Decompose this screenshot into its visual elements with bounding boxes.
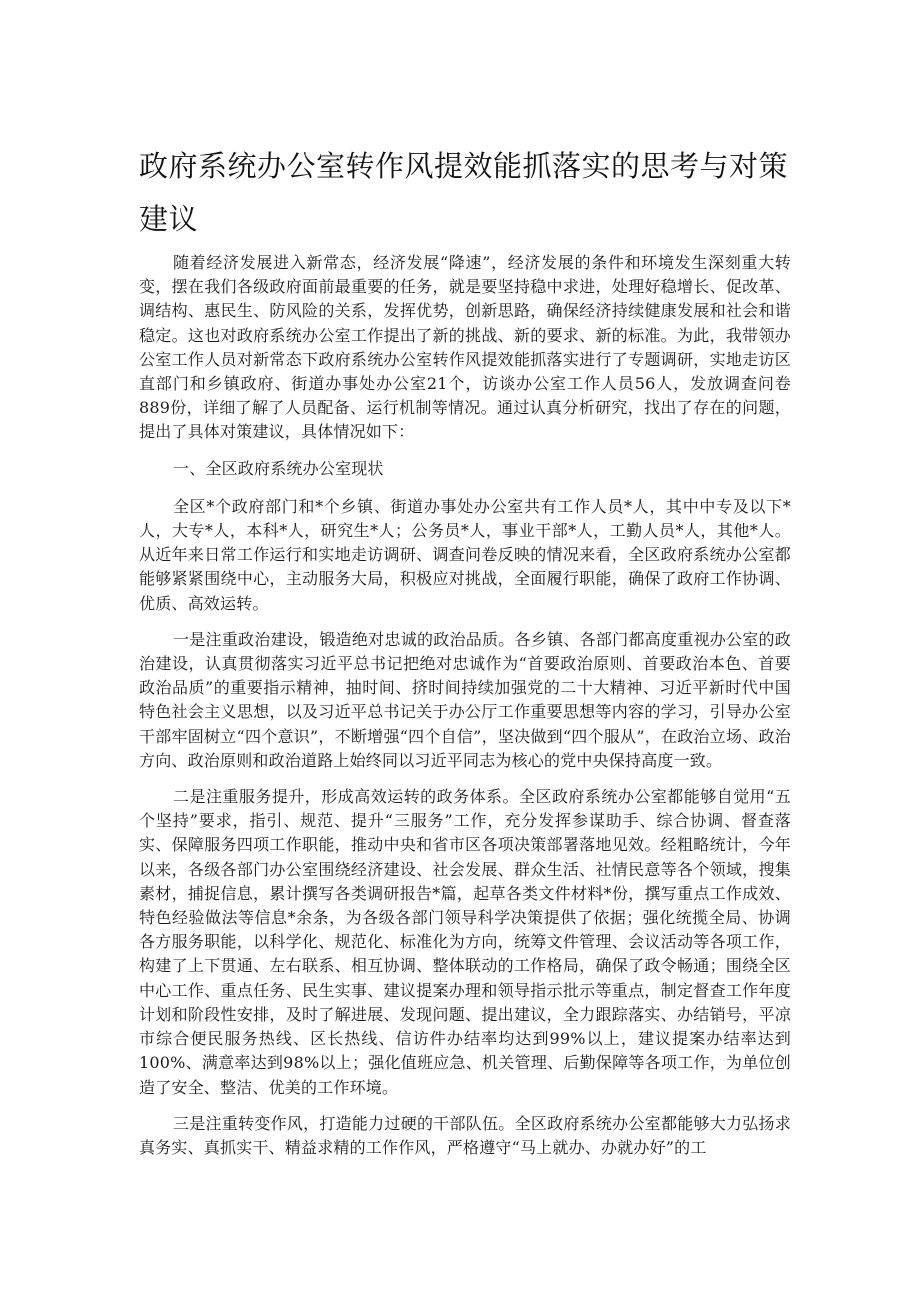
political-building-paragraph: 一是注重政治建设，锻造绝对忠诚的政治品质。各乡镇、各部门都高度重视办公室的政治建设，认真贯彻落实习近平总书记把绝对忠诚作为“首要政治原则、首要政治本色、首要政治品质”的重要指示精神，抽时间、挤时间持续加强党的二十大精神、习近平新时代中国特色社会主义思想，以及习近平总书记关于办公厅工作重要思想等内容的学习，引导办公室干部牢固树立“四个意识”，不断增强“四个自信”，坚决做到“四个服从”，在政治立场、政治方向、政治原则和政治道路上始终同以习近平同志为核心的党中央保持高度一致。	[139, 629, 791, 770]
document-body	[139, 251, 791, 1172]
staffing-paragraph: 全区*个政府部门和*个乡镇、街道办事处办公室共有工作人员*人，其中中专及以下*人，大专*人，本科*人，研究生*人；公务员*人，事业干部*人，工勤人员*人，其他*人。从近年来日常工作运行和实地走访调研、调查问卷反映的情况来看，全区政府系统办公室都能够紧紧围绕中心，主动服务大局，积极应对挑战，全面履行职能，确保了政府工作协调、优质、高效运转。	[139, 496, 791, 613]
section-heading-current-status: 一、全区政府系统办公室现状	[173, 458, 384, 478]
intro-paragraph: 随着经济发展进入新常态，经济发展“降速”，经济发展的条件和环境发生深刻重大转变，摆在我们各级政府面前最重要的任务，就是要坚持稳中求进，处理好稳增长、促改革、调结构、惠民生、防风险的关系，发挥优势，创新思路，确保经济持续健康发展和社会和谐稳定。这也对政府系统办公室工作提出了新的挑战、新的要求、新的标准。为此，我带领办公室工作人员对新常态下政府系统办公室转作风提效能抓落实进行了专题调研，实地走访区直部门和乡镇政府、街道办事处办公室21个，访谈办公室工作人员56人，发放调查问卷889份，详细了解了人员配备、运行机制等情况。通过认真分析研究，找出了存在的问题，提出了具体对策建议，具体情况如下：	[139, 253, 791, 442]
document-title: 政府系统办公室转作风提效能抓落实的思考与对策建议	[139, 149, 789, 236]
work-style-paragraph: 三是注重转变作风，打造能力过硬的干部队伍。全区政府系统办公室都能够大力弘扬求真务实、真抓实干、精益求精的工作作风，严格遵守“马上就办、办就办好”的工	[139, 1113, 791, 1157]
service-improvement-paragraph: 二是注重服务提升，形成高效运转的政务体系。全区政府系统办公室都能够自觉用“五个坚持”要求，指引、规范、提升“三服务”工作，充分发挥参谋助手、综合协调、督查落实、保障服务四项工作职能，推动中央和省市区各项决策部署落地见效。经粗略统计，今年以来，各级各部门办公室围绕经济建设、社会发展、群众生活、社情民意等各个领域，搜集素材，捕捉信息，累计撰写各类调研报告*篇，起草各类文件材料*份，撰写重点工作成效、特色经验做法等信息*余条，为各级各部门领导科学决策提供了依据；强化统揽全局、协调各方服务职能，以科学化、规范化、标准化为方向，统筹文件管理、会议活动等各项工作，构建了上下贯通、左右联系、相互协调、整体联动的工作格局，确保了政令畅通；围绕全区中心工作、重点任务、民生实事、建议提案办理和领导指示批示等重点，制定督查工作年度计划和阶段性安排，及时了解进展、发现问题、提出建议，全力跟踪落实、办结销号，平凉市综合便民服务热线、区长热线、信访件办结率均达到99%以上，建议提案办结率达到100%、满意率达到98%以上；强化值班应急、机关管理、后勤保障等各项工作，为单位创造了安全、整洁、优美的工作环境。	[139, 787, 791, 1097]
